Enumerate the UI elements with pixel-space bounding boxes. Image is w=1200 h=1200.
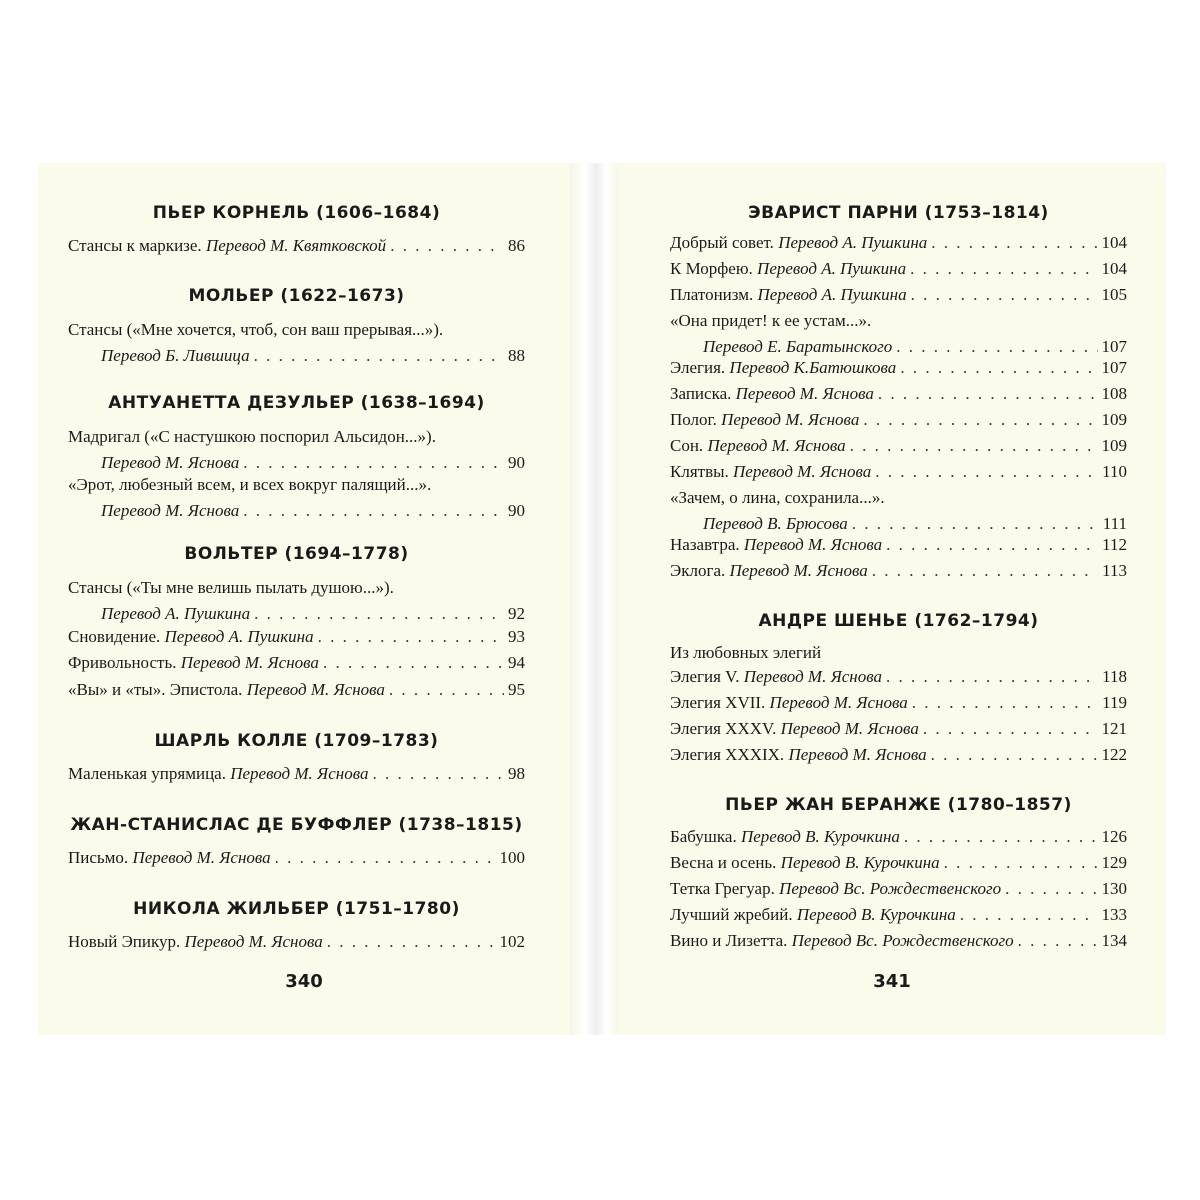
entry-title: [670, 407, 859, 433]
dot-leader: [1018, 928, 1098, 954]
entry-title: [101, 498, 239, 524]
entry-page-number: 118: [1102, 667, 1127, 686]
toc-entry[interactable]: [670, 485, 1127, 537]
entry-title: [670, 850, 940, 876]
translator: Перевод М. Квятковской: [205, 236, 387, 255]
toc-entry[interactable]: [670, 742, 1127, 768]
entry-title: [68, 677, 385, 703]
entry-title: [670, 532, 882, 558]
translator: Перевод Б. Лившица: [101, 346, 250, 365]
entry-row: [68, 650, 525, 676]
translator: Перевод В. Курочкина: [796, 905, 956, 924]
toc-entry[interactable]: [670, 850, 1127, 876]
entry-title: [68, 650, 319, 676]
entry-row: [68, 498, 525, 524]
book-gutter: [570, 163, 618, 1035]
poem-title: Элегия XXXIX.: [670, 745, 789, 764]
entry-page-number: 129: [1101, 853, 1127, 872]
entry-row: [670, 716, 1127, 742]
poem-title: Маленькая упрямица.: [68, 764, 231, 783]
poem-title: Полог.: [670, 410, 722, 429]
author-heading: ЭВАРИСТ ПАРНИ (1753–1814): [748, 203, 1049, 223]
toc-entry[interactable]: [670, 256, 1127, 282]
translator: Перевод М. Яснова: [743, 535, 883, 554]
toc-entry[interactable]: [670, 230, 1127, 256]
entry-page-number: 98: [508, 764, 525, 783]
author-heading: ВОЛЬТЕР (1694–1778): [184, 544, 409, 564]
entry-row: [670, 824, 1127, 850]
translator: Перевод В. Курочкина: [740, 827, 900, 846]
poem-title: Добрый совет.: [670, 233, 779, 252]
toc-entry[interactable]: [68, 650, 525, 676]
toc-entry[interactable]: [670, 459, 1127, 485]
poem-title: Бабушка.: [670, 827, 741, 846]
translator: Перевод М. Яснова: [729, 561, 868, 580]
entry-title: [670, 459, 871, 485]
entry-title: [670, 716, 919, 742]
dot-leader: [912, 690, 1098, 716]
entry-title: [670, 742, 927, 768]
toc-entry[interactable]: [68, 677, 525, 703]
entry-row: [670, 407, 1127, 433]
entry-page-number: 105: [1101, 285, 1127, 304]
translator: Перевод В. Курочкина: [780, 853, 940, 872]
entry-row: [670, 433, 1127, 459]
dot-leader: [886, 532, 1098, 558]
entry-row: [670, 928, 1127, 954]
translator: Перевод М. Яснова: [184, 932, 323, 951]
dot-leader: [923, 716, 1098, 742]
entry-row: [670, 902, 1127, 928]
entry-row: [68, 624, 525, 650]
entry-title: [670, 256, 906, 282]
dot-leader: [944, 850, 1098, 876]
toc-entry[interactable]: [68, 845, 525, 871]
dot-leader: [254, 343, 504, 369]
entry-page-number: 86: [508, 236, 525, 255]
poem-title: Элегия V.: [670, 667, 744, 686]
translator: Перевод В. Брюсова: [703, 514, 848, 533]
entry-row: [68, 929, 525, 955]
entry-page-number: 111: [1102, 514, 1127, 533]
entry-page-number: 93: [508, 627, 525, 646]
entry-row: [670, 230, 1127, 256]
poem-title: Вино и Лизетта.: [670, 931, 792, 950]
toc-entry[interactable]: [670, 381, 1127, 407]
entry-page-number: 112: [1102, 535, 1127, 554]
right-page: [618, 163, 1166, 1035]
translator: Перевод М. Яснова: [132, 848, 271, 867]
entry-page-number: 94: [508, 653, 525, 672]
toc-entry[interactable]: [670, 902, 1127, 928]
entry-title: [68, 845, 271, 871]
dot-leader: [931, 230, 1097, 256]
entry-row: [68, 677, 525, 703]
author-heading: АНДРЕ ШЕНЬЕ (1762–1794): [758, 611, 1039, 631]
entry-page-number: 104: [1101, 233, 1127, 252]
dot-leader: [904, 824, 1098, 850]
translator: Перевод М. Яснова: [788, 745, 927, 764]
dot-leader: [323, 650, 504, 676]
entry-page-number: 126: [1101, 827, 1127, 846]
translator: Перевод М. Яснова: [101, 501, 240, 520]
entry-page-number: 110: [1102, 462, 1127, 481]
entry-page-number: 108: [1101, 384, 1127, 403]
entry-page-number: 109: [1101, 410, 1127, 429]
entry-title-line: Мадригал («С настушкою поспорил Альсидон...»).: [68, 427, 436, 446]
translator: Перевод А. Пушкина: [101, 604, 251, 623]
poem-title: Записка.: [670, 384, 736, 403]
translator: Перевод А. Пушкина: [164, 627, 314, 646]
author-heading: МОЛЬЕР (1622–1673): [188, 286, 405, 306]
toc-entry[interactable]: [670, 716, 1127, 742]
translator: Перевод М. Яснова: [743, 667, 882, 686]
entry-title-line: «Она придет! к ее устам...».: [670, 311, 872, 330]
toc-entry[interactable]: [670, 282, 1127, 308]
translator: Перевод М. Яснова: [180, 653, 319, 672]
toc-entry[interactable]: [68, 575, 525, 627]
author-heading: ПЬЕР КОРНЕЛЬ (1606–1684): [152, 203, 441, 223]
right-page-number: 341: [873, 971, 911, 992]
dot-leader: [911, 282, 1098, 308]
entry-title: [670, 230, 927, 256]
entry-page-number: 95: [508, 680, 525, 699]
entry-title: [68, 929, 323, 955]
translator: Перевод Е. Баратынского: [703, 337, 893, 356]
author-heading: ШАРЛЬ КОЛЛЕ (1709–1783): [154, 731, 439, 751]
dot-leader: [872, 558, 1098, 584]
translator: Перевод М. Яснова: [721, 410, 860, 429]
dot-leader: [318, 624, 504, 650]
poem-title: Элегия XXXV.: [670, 719, 781, 738]
poem-title: Письмо.: [68, 848, 133, 867]
poem-title: Сновидение.: [68, 627, 165, 646]
toc-entry[interactable]: [68, 233, 525, 259]
translator: Перевод Вс. Рождественского: [779, 879, 1002, 898]
entry-row: [670, 256, 1127, 282]
entry-title: [670, 282, 907, 308]
entry-row: [670, 742, 1127, 768]
entry-row: [68, 343, 525, 369]
dot-leader: [372, 761, 504, 787]
poem-title: Платонизм.: [670, 285, 758, 304]
author-heading: АНТУАНЕТТА ДЕЗУЛЬЕР (1638–1694): [108, 393, 485, 413]
poem-title: Элегия XVII.: [670, 693, 770, 712]
translator: Перевод М. Яснова: [246, 680, 385, 699]
entry-row: [670, 850, 1127, 876]
entry-title: [670, 876, 1001, 902]
entry-page-number: 90: [508, 501, 525, 520]
toc-entry[interactable]: [68, 624, 525, 650]
entry-page-number: 104: [1101, 259, 1127, 278]
author-heading: НИКОЛА ЖИЛЬБЕР (1751–1780): [133, 899, 460, 919]
entry-title: [670, 433, 846, 459]
dot-leader: [390, 233, 504, 259]
entry-row: [670, 381, 1127, 407]
entry-title: [68, 624, 314, 650]
entry-row: [68, 233, 525, 259]
dot-leader: [875, 459, 1098, 485]
entry-row: [68, 845, 525, 871]
dot-leader: [243, 498, 504, 524]
entry-title-line: «Зачем, о лина, сохранила...».: [670, 488, 885, 507]
entry-title: [670, 902, 956, 928]
entry-title: [670, 355, 896, 381]
translator: Перевод М. Яснова: [735, 384, 874, 403]
entry-row: [670, 532, 1127, 558]
dot-leader: [900, 355, 1097, 381]
toc-entry[interactable]: [68, 317, 525, 369]
translator: Перевод А. Пушкина: [778, 233, 928, 252]
poem-title: Новый Эпикур.: [68, 932, 185, 951]
entry-title: [670, 824, 900, 850]
entry-page-number: 119: [1102, 693, 1127, 712]
toc-entry[interactable]: [670, 558, 1127, 584]
author-heading: ЖАН-СТАНИСЛАС ДЕ БУФФЛЕР (1738–1815): [70, 815, 523, 835]
dot-leader: [850, 433, 1098, 459]
translator: Перевод А. Пушкина: [757, 285, 907, 304]
entry-title: [670, 928, 1014, 954]
entry-row: [670, 664, 1127, 690]
toc-entry[interactable]: [670, 433, 1127, 459]
poem-title: Стансы к маркизе.: [68, 236, 206, 255]
dot-leader: [1005, 876, 1097, 902]
author-heading: ПЬЕР ЖАН БЕРАНЖЕ (1780–1857): [725, 795, 1072, 815]
entry-row: [670, 876, 1127, 902]
book-spread: [38, 163, 1166, 1035]
toc-entry[interactable]: [68, 472, 525, 524]
poem-title: Эклога.: [670, 561, 730, 580]
dot-leader: [931, 742, 1098, 768]
translator: Перевод К.Батюшкова: [729, 358, 897, 377]
entry-title: [670, 558, 868, 584]
poem-title: Лучший жребий.: [670, 905, 797, 924]
entry-title-line: Стансы («Мне хочется, чтоб, сон ваш прерывая...»).: [68, 320, 444, 339]
entry-page-number: 102: [499, 932, 525, 951]
translator: Перевод М. Яснова: [230, 764, 369, 783]
toc-entry[interactable]: [68, 761, 525, 787]
toc-entry[interactable]: [670, 664, 1127, 690]
poem-title: Тетка Грегуар.: [670, 879, 780, 898]
entry-title: [101, 343, 250, 369]
toc-entry[interactable]: [670, 928, 1127, 954]
entry-title: [68, 761, 368, 787]
entry-row: [68, 761, 525, 787]
toc-entry[interactable]: [670, 824, 1127, 850]
poem-title: Назавтра.: [670, 535, 744, 554]
dot-leader: [275, 845, 496, 871]
left-page-number: 340: [285, 971, 323, 992]
entry-row: [670, 355, 1127, 381]
entry-row: [670, 690, 1127, 716]
toc-entry[interactable]: [68, 424, 525, 476]
dot-leader: [910, 256, 1097, 282]
poem-title: Фривольность.: [68, 653, 181, 672]
entry-page-number: 113: [1102, 561, 1127, 580]
entry-title-line: «Эрот, любезный всем, и всех вокруг палящий...».: [68, 475, 432, 494]
entry-page-number: 130: [1101, 879, 1127, 898]
poem-title: Клятвы.: [670, 462, 734, 481]
translator: Перевод М. Яснова: [101, 453, 240, 472]
poem-title: Весна и осень.: [670, 853, 781, 872]
toc-entry[interactable]: [670, 407, 1127, 433]
dot-leader: [389, 677, 504, 703]
dot-leader: [863, 407, 1097, 433]
translator: Перевод Вс. Рождественского: [791, 931, 1014, 950]
poem-title: Сон.: [670, 436, 708, 455]
poem-title: К Морфею.: [670, 259, 758, 278]
toc-entry[interactable]: [670, 876, 1127, 902]
entry-title-line: Стансы («Ты мне велишь пылать душою...»).: [68, 578, 394, 597]
entry-page-number: 121: [1101, 719, 1127, 738]
entry-page-number: 90: [508, 453, 525, 472]
translator: Перевод А. Пушкина: [757, 259, 907, 278]
entry-page-number: 107: [1101, 337, 1127, 356]
dot-leader: [886, 664, 1098, 690]
toc-entry[interactable]: [670, 355, 1127, 381]
poem-title: Элегия.: [670, 358, 730, 377]
dot-leader: [960, 902, 1098, 928]
entry-page-number: 122: [1101, 745, 1127, 764]
entry-title: [670, 381, 874, 407]
entry-page-number: 133: [1101, 905, 1127, 924]
toc-entry[interactable]: [670, 532, 1127, 558]
toc-entry[interactable]: [670, 690, 1127, 716]
entry-title: [670, 690, 908, 716]
translator: Перевод М. Яснова: [733, 462, 872, 481]
entry-page-number: 100: [499, 848, 525, 867]
entry-page-number: 109: [1101, 436, 1127, 455]
entry-row: [670, 459, 1127, 485]
translator: Перевод М. Яснова: [780, 719, 919, 738]
entry-page-number: 107: [1101, 358, 1127, 377]
entry-row: [670, 282, 1127, 308]
toc-entry[interactable]: [68, 929, 525, 955]
entry-page-number: 134: [1101, 931, 1127, 950]
toc-entry[interactable]: [670, 308, 1127, 360]
entry-title: [68, 233, 386, 259]
dot-leader: [327, 929, 496, 955]
section-subheading: Из любовных элегий: [670, 643, 822, 662]
left-page: [38, 163, 570, 1035]
dot-leader: [878, 381, 1098, 407]
poem-title: «Вы» и «ты». Эпистола.: [68, 680, 247, 699]
entry-title: [670, 664, 882, 690]
entry-page-number: 88: [508, 346, 525, 365]
translator: Перевод М. Яснова: [769, 693, 908, 712]
entry-row: [670, 558, 1127, 584]
entry-page-number: 92: [508, 604, 525, 623]
translator: Перевод М. Яснова: [707, 436, 846, 455]
